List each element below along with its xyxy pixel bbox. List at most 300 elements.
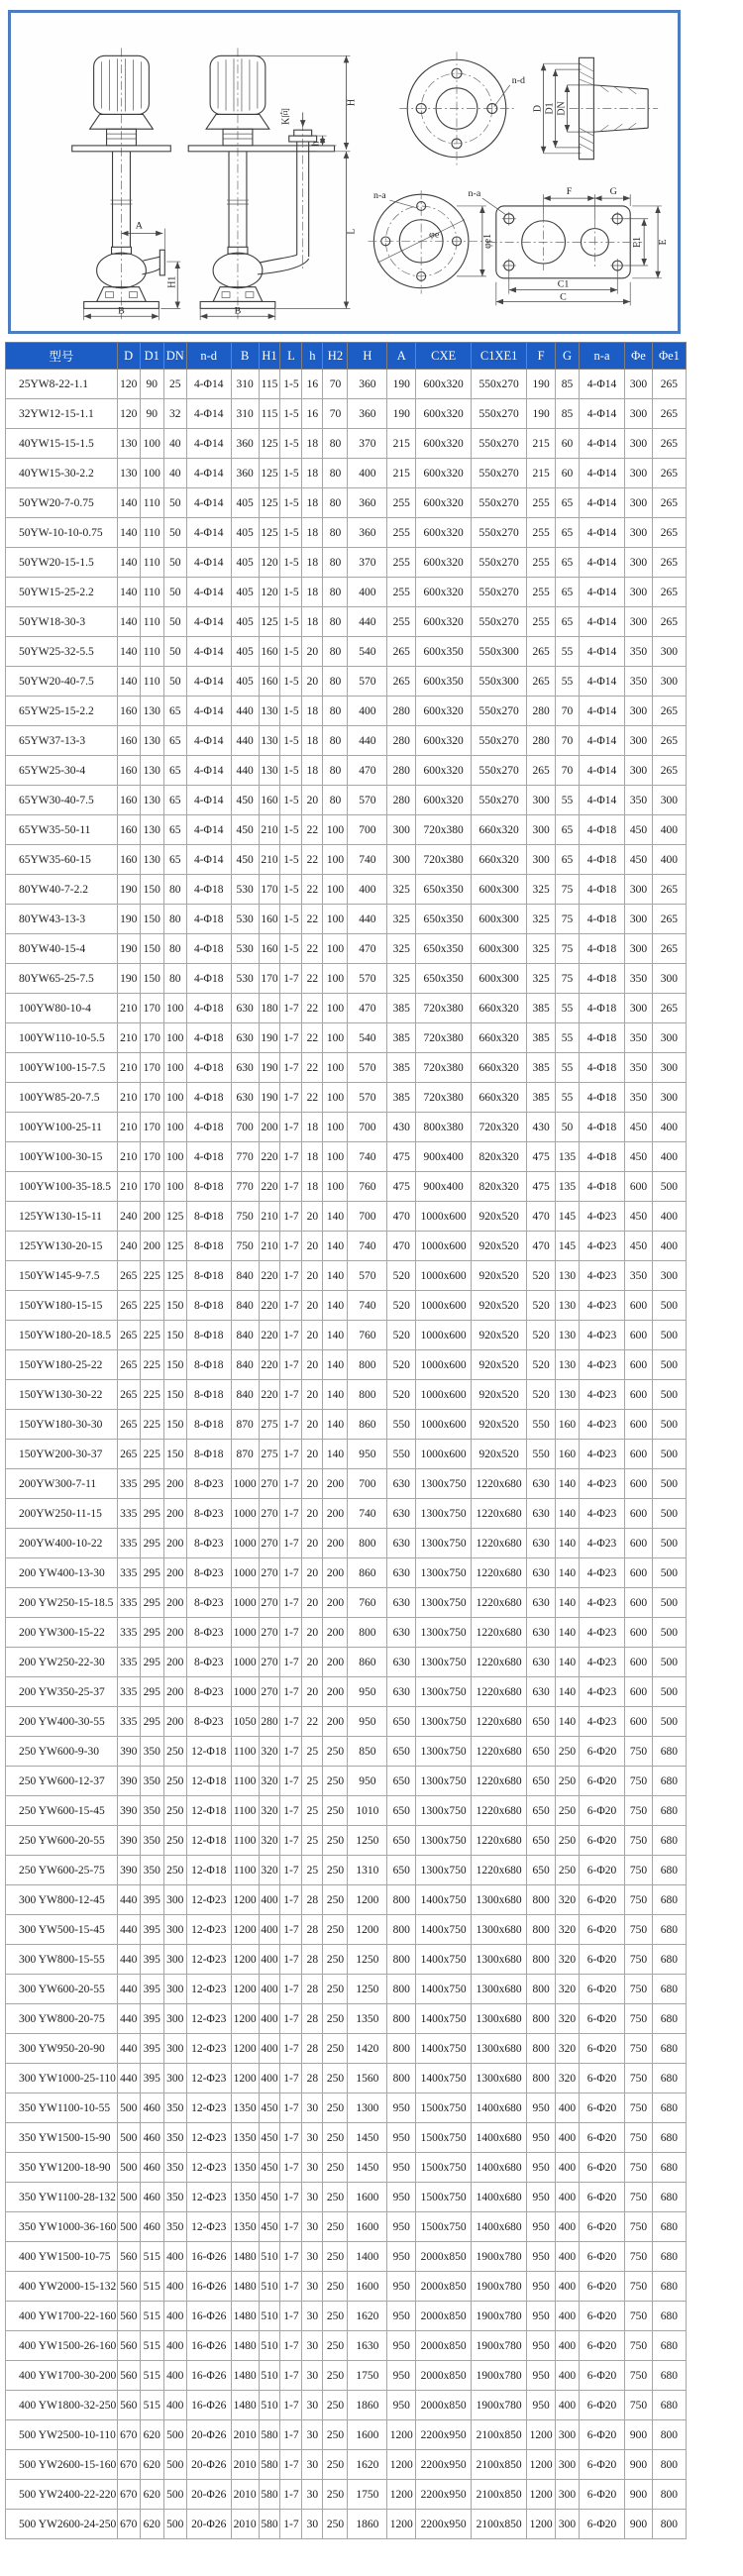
table-cell: 1400x680 <box>472 2183 527 2212</box>
table-cell: 145 <box>556 1202 580 1232</box>
table-cell: 80 <box>163 964 186 994</box>
table-cell: 100 <box>163 1023 186 1053</box>
table-cell: 360 <box>348 370 387 399</box>
table-cell: 820x320 <box>472 1172 527 1202</box>
table-cell: 870 <box>231 1410 259 1440</box>
table-cell: 265 <box>652 994 686 1023</box>
table-cell: 140 <box>323 1261 348 1291</box>
table-cell: 150YW180-30-30 <box>6 1410 118 1440</box>
table-cell: 4-Φ14 <box>580 370 625 399</box>
table-cell: 300 <box>387 815 416 845</box>
table-cell: 1-7 <box>280 1826 302 1856</box>
table-cell: 680 <box>652 2064 686 2093</box>
table-cell: 600 <box>625 1529 653 1558</box>
table-cell: 295 <box>140 1707 163 1737</box>
table-cell: 300 <box>625 429 653 459</box>
table-cell: 600 <box>625 1707 653 1737</box>
table-cell: 80 <box>163 905 186 934</box>
table-cell: 4-Φ14 <box>186 429 231 459</box>
table-cell: 1-5 <box>280 786 302 815</box>
table-cell: 395 <box>140 2034 163 2064</box>
table-cell: 300 <box>625 697 653 726</box>
table-cell: 6-Φ20 <box>580 2212 625 2242</box>
table-cell: 570 <box>348 1083 387 1113</box>
table-cell: 1400 <box>348 2242 387 2272</box>
table-cell: 25 <box>302 1737 323 1767</box>
table-row <box>6 1440 687 1469</box>
table-cell: 160 <box>117 726 140 756</box>
table-cell: 160 <box>259 667 280 697</box>
table-cell: 750 <box>625 1915 653 1945</box>
table-cell: 8-Φ18 <box>186 1261 231 1291</box>
table-cell: 1-5 <box>280 815 302 845</box>
table-cell: 55 <box>556 667 580 697</box>
table-cell: 1-7 <box>280 2212 302 2242</box>
table-cell: 100 <box>163 1083 186 1113</box>
table-cell: 300 YW800-20-75 <box>6 2004 118 2034</box>
table-cell: 580 <box>259 2510 280 2539</box>
table-cell: 350 <box>140 1856 163 1885</box>
table-cell: 650 <box>387 1737 416 1767</box>
table-cell: 350 YW1500-15-90 <box>6 2123 118 2153</box>
table-cell: 75 <box>556 875 580 905</box>
table-cell: 550x300 <box>472 637 527 667</box>
table-cell: 270 <box>259 1469 280 1499</box>
table-cell: 325 <box>387 934 416 964</box>
table-cell: 220 <box>259 1291 280 1321</box>
table-cell: 100 <box>140 429 163 459</box>
dim-label-E1: E1 <box>632 236 644 248</box>
table-cell: 450 <box>259 2093 280 2123</box>
table-cell: 200 <box>163 1469 186 1499</box>
table-cell: 350 <box>163 2123 186 2153</box>
table-cell: 6-Φ20 <box>580 2034 625 2064</box>
table-cell: 680 <box>652 2331 686 2361</box>
table-cell: 750 <box>625 2272 653 2302</box>
table-cell: 300 <box>625 994 653 1023</box>
table-cell: 130 <box>117 429 140 459</box>
table-row <box>6 875 687 905</box>
table-cell: 650 <box>527 1737 556 1767</box>
table-cell: 800x380 <box>416 1113 472 1142</box>
table-cell: 550x270 <box>472 548 527 578</box>
table-cell: 530 <box>231 875 259 905</box>
table-cell: 1250 <box>348 1826 387 1856</box>
column-header: H <box>348 343 387 370</box>
table-cell: 150 <box>140 905 163 934</box>
table-cell: 270 <box>259 1648 280 1677</box>
table-cell: 850 <box>348 1737 387 1767</box>
table-cell: 250 <box>323 2272 348 2302</box>
table-cell: 580 <box>259 2420 280 2450</box>
table-cell: 170 <box>140 1142 163 1172</box>
table-cell: 1-5 <box>280 518 302 548</box>
table-cell: 70 <box>556 697 580 726</box>
table-cell: 520 <box>527 1350 556 1380</box>
table-cell: 1400x750 <box>416 1975 472 2004</box>
table-cell: 600 <box>625 1618 653 1648</box>
table-cell: 225 <box>140 1291 163 1321</box>
table-cell: 130 <box>117 459 140 488</box>
table-cell: 1000x600 <box>416 1410 472 1440</box>
table-cell: 450 <box>259 2123 280 2153</box>
table-cell: 160 <box>259 905 280 934</box>
table-cell: 440 <box>117 1975 140 2004</box>
table-cell: 6-Φ20 <box>580 2272 625 2302</box>
table-cell: 1400x750 <box>416 2034 472 2064</box>
table-cell: 225 <box>140 1321 163 1350</box>
table-cell: 300 <box>163 2004 186 2034</box>
table-cell: 16 <box>302 399 323 429</box>
table-cell: 320 <box>259 1856 280 1885</box>
table-cell: 12-Φ23 <box>186 2153 231 2183</box>
table-cell: 2000x850 <box>416 2331 472 2361</box>
table-cell: 630 <box>387 1677 416 1707</box>
table-cell: 450 <box>625 815 653 845</box>
table-cell: 1000 <box>231 1558 259 1588</box>
table-cell: 8-Φ23 <box>186 1648 231 1677</box>
table-cell: 20 <box>302 637 323 667</box>
table-row <box>6 1945 687 1975</box>
table-cell: 500 <box>652 1558 686 1588</box>
table-cell: 12-Φ18 <box>186 1826 231 1856</box>
table-cell: 280 <box>259 1707 280 1737</box>
table-cell: 1-7 <box>280 2361 302 2391</box>
table-row <box>6 1083 687 1113</box>
table-row <box>6 637 687 667</box>
table-cell: 65YW37-13-3 <box>6 726 118 756</box>
table-cell: 560 <box>117 2242 140 2272</box>
table-cell: 1300x750 <box>416 1707 472 1737</box>
table-cell: 4-Φ23 <box>580 1232 625 1261</box>
table-cell: 160 <box>259 934 280 964</box>
table-cell: 80 <box>323 667 348 697</box>
table-cell: 295 <box>140 1648 163 1677</box>
table-cell: 400 <box>348 459 387 488</box>
table-cell: 250 <box>556 1856 580 1885</box>
table-cell: 16-Φ26 <box>186 2242 231 2272</box>
table-cell: 265 <box>117 1380 140 1410</box>
table-cell: 540 <box>348 637 387 667</box>
table-cell: 360 <box>348 488 387 518</box>
table-cell: 65 <box>556 548 580 578</box>
table-cell: 660x320 <box>472 815 527 845</box>
table-cell: 620 <box>140 2480 163 2510</box>
table-cell: 265 <box>652 578 686 607</box>
table-cell: 90 <box>140 399 163 429</box>
table-cell: 920x520 <box>472 1202 527 1232</box>
table-cell: 680 <box>652 1975 686 2004</box>
table-cell: 950 <box>527 2123 556 2153</box>
table-cell: 470 <box>527 1232 556 1261</box>
table-cell: 170 <box>140 994 163 1023</box>
table-cell: 130 <box>556 1261 580 1291</box>
table-cell: 215 <box>527 459 556 488</box>
table-cell: 385 <box>387 1023 416 1053</box>
table-cell: 4-Φ14 <box>186 815 231 845</box>
table-cell: 295 <box>140 1529 163 1558</box>
table-cell: 4-Φ14 <box>580 518 625 548</box>
table-row <box>6 2004 687 2034</box>
dim-label-phi-e: φe <box>429 229 440 241</box>
table-cell: 160 <box>117 786 140 815</box>
table-cell: 300 <box>527 786 556 815</box>
table-cell: 250 <box>323 1975 348 2004</box>
table-cell: 950 <box>387 2212 416 2242</box>
table-cell: 190 <box>527 399 556 429</box>
table-cell: 6-Φ20 <box>580 2302 625 2331</box>
table-cell: 210 <box>117 1023 140 1053</box>
table-cell: 660x320 <box>472 1053 527 1083</box>
table-cell: 1-7 <box>280 1350 302 1380</box>
table-cell: 130 <box>140 756 163 786</box>
table-cell: 335 <box>117 1677 140 1707</box>
table-cell: 1480 <box>231 2391 259 2420</box>
table-cell: 720x380 <box>416 994 472 1023</box>
table-cell: 440 <box>348 607 387 637</box>
table-cell: 40YW15-30-2.2 <box>6 459 118 488</box>
table-cell: 620 <box>140 2450 163 2480</box>
table-cell: 140 <box>117 637 140 667</box>
table-cell: 550x270 <box>472 399 527 429</box>
table-cell: 80 <box>323 518 348 548</box>
table-cell: 1-5 <box>280 607 302 637</box>
table-cell: 270 <box>259 1558 280 1588</box>
table-cell: 250 <box>163 1796 186 1826</box>
table-cell: 720x380 <box>416 815 472 845</box>
spec-table-body <box>6 370 687 2539</box>
table-cell: 325 <box>527 875 556 905</box>
table-cell: 500 <box>163 2420 186 2450</box>
table-cell: 6-Φ20 <box>580 2420 625 2450</box>
table-cell: 475 <box>387 1172 416 1202</box>
table-cell: 20 <box>302 1291 323 1321</box>
table-cell: 450 <box>625 1232 653 1261</box>
table-cell: 28 <box>302 2034 323 2064</box>
table-cell: 2000x850 <box>416 2302 472 2331</box>
table-cell: 680 <box>652 2242 686 2272</box>
table-cell: 140 <box>556 1677 580 1707</box>
table-cell: 22 <box>302 934 323 964</box>
table-cell: 265 <box>652 934 686 964</box>
table-cell: 600 <box>625 1291 653 1321</box>
table-row <box>6 459 687 488</box>
table-cell: 250 <box>323 2123 348 2153</box>
table-cell: 800 <box>387 1885 416 1915</box>
table-cell: 140 <box>323 1321 348 1350</box>
table-cell: 1300x750 <box>416 1499 472 1529</box>
table-cell: 75 <box>556 964 580 994</box>
table-cell: 1-7 <box>280 1380 302 1410</box>
table-row <box>6 1677 687 1707</box>
table-cell: 6-Φ20 <box>580 2093 625 2123</box>
table-cell: 500 <box>652 1677 686 1707</box>
table-cell: 510 <box>259 2302 280 2331</box>
table-cell: 1-7 <box>280 1707 302 1737</box>
table-cell: 335 <box>117 1499 140 1529</box>
table-cell: 950 <box>387 2153 416 2183</box>
table-cell: 750 <box>625 2361 653 2391</box>
table-cell: 950 <box>527 2183 556 2212</box>
table-cell: 200YW250-11-15 <box>6 1499 118 1529</box>
table-cell: 6-Φ20 <box>580 2391 625 2420</box>
table-cell: 320 <box>556 2034 580 2064</box>
table-cell: 720x320 <box>472 1113 527 1142</box>
table-cell: 6-Φ20 <box>580 1796 625 1826</box>
table-cell: 550 <box>527 1410 556 1440</box>
table-cell: 6-Φ20 <box>580 2361 625 2391</box>
table-cell: 250 <box>323 2242 348 2272</box>
table-cell: 265 <box>652 607 686 637</box>
table-cell: 1-7 <box>280 2302 302 2331</box>
table-cell: 950 <box>387 2331 416 2361</box>
table-cell: 20-Φ26 <box>186 2450 231 2480</box>
table-cell: 1200 <box>387 2480 416 2510</box>
column-header: B <box>231 343 259 370</box>
table-cell: 350 YW1100-28-132 <box>6 2183 118 2212</box>
table-cell: 80 <box>323 697 348 726</box>
table-cell: 400 <box>556 2183 580 2212</box>
table-cell: 400 <box>652 1202 686 1232</box>
table-cell: 400 <box>556 2212 580 2242</box>
table-cell: 1000x600 <box>416 1232 472 1261</box>
table-cell: 100 <box>323 934 348 964</box>
table-cell: 135 <box>556 1172 580 1202</box>
table-cell: 900 <box>625 2420 653 2450</box>
table-cell: 1000x600 <box>416 1321 472 1350</box>
table-cell: 470 <box>527 1202 556 1232</box>
table-cell: 1860 <box>348 2510 387 2539</box>
table-cell: 170 <box>140 1083 163 1113</box>
table-row <box>6 548 687 578</box>
table-row <box>6 2420 687 2450</box>
table-cell: 1600 <box>348 2212 387 2242</box>
table-cell: 80 <box>323 488 348 518</box>
table-cell: 1200 <box>348 1885 387 1915</box>
table-cell: 550x300 <box>472 667 527 697</box>
table-cell: 140 <box>323 1232 348 1261</box>
table-cell: 100 <box>323 1083 348 1113</box>
table-cell: 220 <box>259 1350 280 1380</box>
table-cell: 80YW40-15-4 <box>6 934 118 964</box>
table-cell: 2200x950 <box>416 2480 472 2510</box>
table-cell: 20-Φ26 <box>186 2420 231 2450</box>
table-cell: 1600 <box>348 2420 387 2450</box>
table-cell: 190 <box>117 875 140 905</box>
table-cell: 70 <box>556 756 580 786</box>
table-cell: 1300x680 <box>472 1885 527 1915</box>
table-cell: 870 <box>231 1440 259 1469</box>
table-cell: 20-Φ26 <box>186 2480 231 2510</box>
table-cell: 515 <box>140 2361 163 2391</box>
table-cell: 740 <box>348 1232 387 1261</box>
table-cell: 265 <box>652 548 686 578</box>
table-cell: 4-Φ18 <box>580 845 625 875</box>
table-cell: 405 <box>231 578 259 607</box>
table-cell: 20 <box>302 1261 323 1291</box>
table-cell: 170 <box>140 1053 163 1083</box>
table-cell: 20 <box>302 1558 323 1588</box>
table-cell: 80 <box>323 459 348 488</box>
table-cell: 30 <box>302 2391 323 2420</box>
table-cell: 450 <box>625 1202 653 1232</box>
table-cell: 570 <box>348 667 387 697</box>
table-cell: 65YW25-30-4 <box>6 756 118 786</box>
table-cell: 570 <box>348 786 387 815</box>
table-cell: 500 <box>652 1350 686 1380</box>
table-cell: 270 <box>259 1677 280 1707</box>
dim-label-L: L <box>346 228 358 235</box>
table-cell: 20 <box>302 1469 323 1499</box>
table-cell: 1310 <box>348 1856 387 1885</box>
table-cell: 150 <box>140 934 163 964</box>
table-cell: 160 <box>117 697 140 726</box>
table-cell: 22 <box>302 815 323 845</box>
table-cell: 560 <box>117 2361 140 2391</box>
table-cell: 440 <box>231 756 259 786</box>
table-cell: 12-Φ18 <box>186 1796 231 1826</box>
table-cell: 1-5 <box>280 756 302 786</box>
table-cell: 60 <box>556 459 580 488</box>
table-cell: 390 <box>117 1767 140 1796</box>
table-cell: 650 <box>527 1707 556 1737</box>
table-cell: 1-5 <box>280 845 302 875</box>
table-cell: 65 <box>556 518 580 548</box>
table-cell: 440 <box>348 726 387 756</box>
table-cell: 250 <box>323 1856 348 1885</box>
table-cell: 100YW100-30-15 <box>6 1142 118 1172</box>
table-cell: 4-Φ23 <box>580 1321 625 1350</box>
table-cell: 1400x750 <box>416 2004 472 2034</box>
table-cell: 130 <box>259 726 280 756</box>
pump-elevation-2 <box>188 48 357 320</box>
table-cell: 130 <box>140 726 163 756</box>
table-cell: 1300x680 <box>472 1975 527 2004</box>
column-header: CXE <box>416 343 472 370</box>
table-cell: 1-7 <box>280 1142 302 1172</box>
table-cell: 110 <box>140 518 163 548</box>
table-row <box>6 994 687 1023</box>
table-cell: 12-Φ23 <box>186 2093 231 2123</box>
table-cell: 20 <box>302 1202 323 1232</box>
table-cell: 140 <box>556 1469 580 1499</box>
table-cell: 28 <box>302 1885 323 1915</box>
table-cell: 270 <box>259 1499 280 1529</box>
table-row <box>6 2302 687 2331</box>
table-row <box>6 1885 687 1915</box>
table-cell: 335 <box>117 1618 140 1648</box>
table-cell: 840 <box>231 1321 259 1350</box>
table-cell: 250 <box>323 2391 348 2420</box>
table-cell: 250 <box>163 1856 186 1885</box>
table-row <box>6 667 687 697</box>
table-cell: 6-Φ20 <box>580 2153 625 2183</box>
table-cell: 200 <box>163 1588 186 1618</box>
table-cell: 125 <box>259 518 280 548</box>
table-cell: 210 <box>117 994 140 1023</box>
table-row <box>6 2153 687 2183</box>
table-cell: 600x300 <box>472 875 527 905</box>
table-cell: 1200 <box>231 1945 259 1975</box>
table-cell: 800 <box>387 2034 416 2064</box>
table-cell: 350 <box>625 964 653 994</box>
table-cell: 1-5 <box>280 370 302 399</box>
table-cell: 820x320 <box>472 1142 527 1172</box>
table-cell: 4-Φ18 <box>580 875 625 905</box>
table-cell: 1-7 <box>280 2420 302 2450</box>
table-cell: 30 <box>302 2450 323 2480</box>
table-cell: 760 <box>348 1321 387 1350</box>
